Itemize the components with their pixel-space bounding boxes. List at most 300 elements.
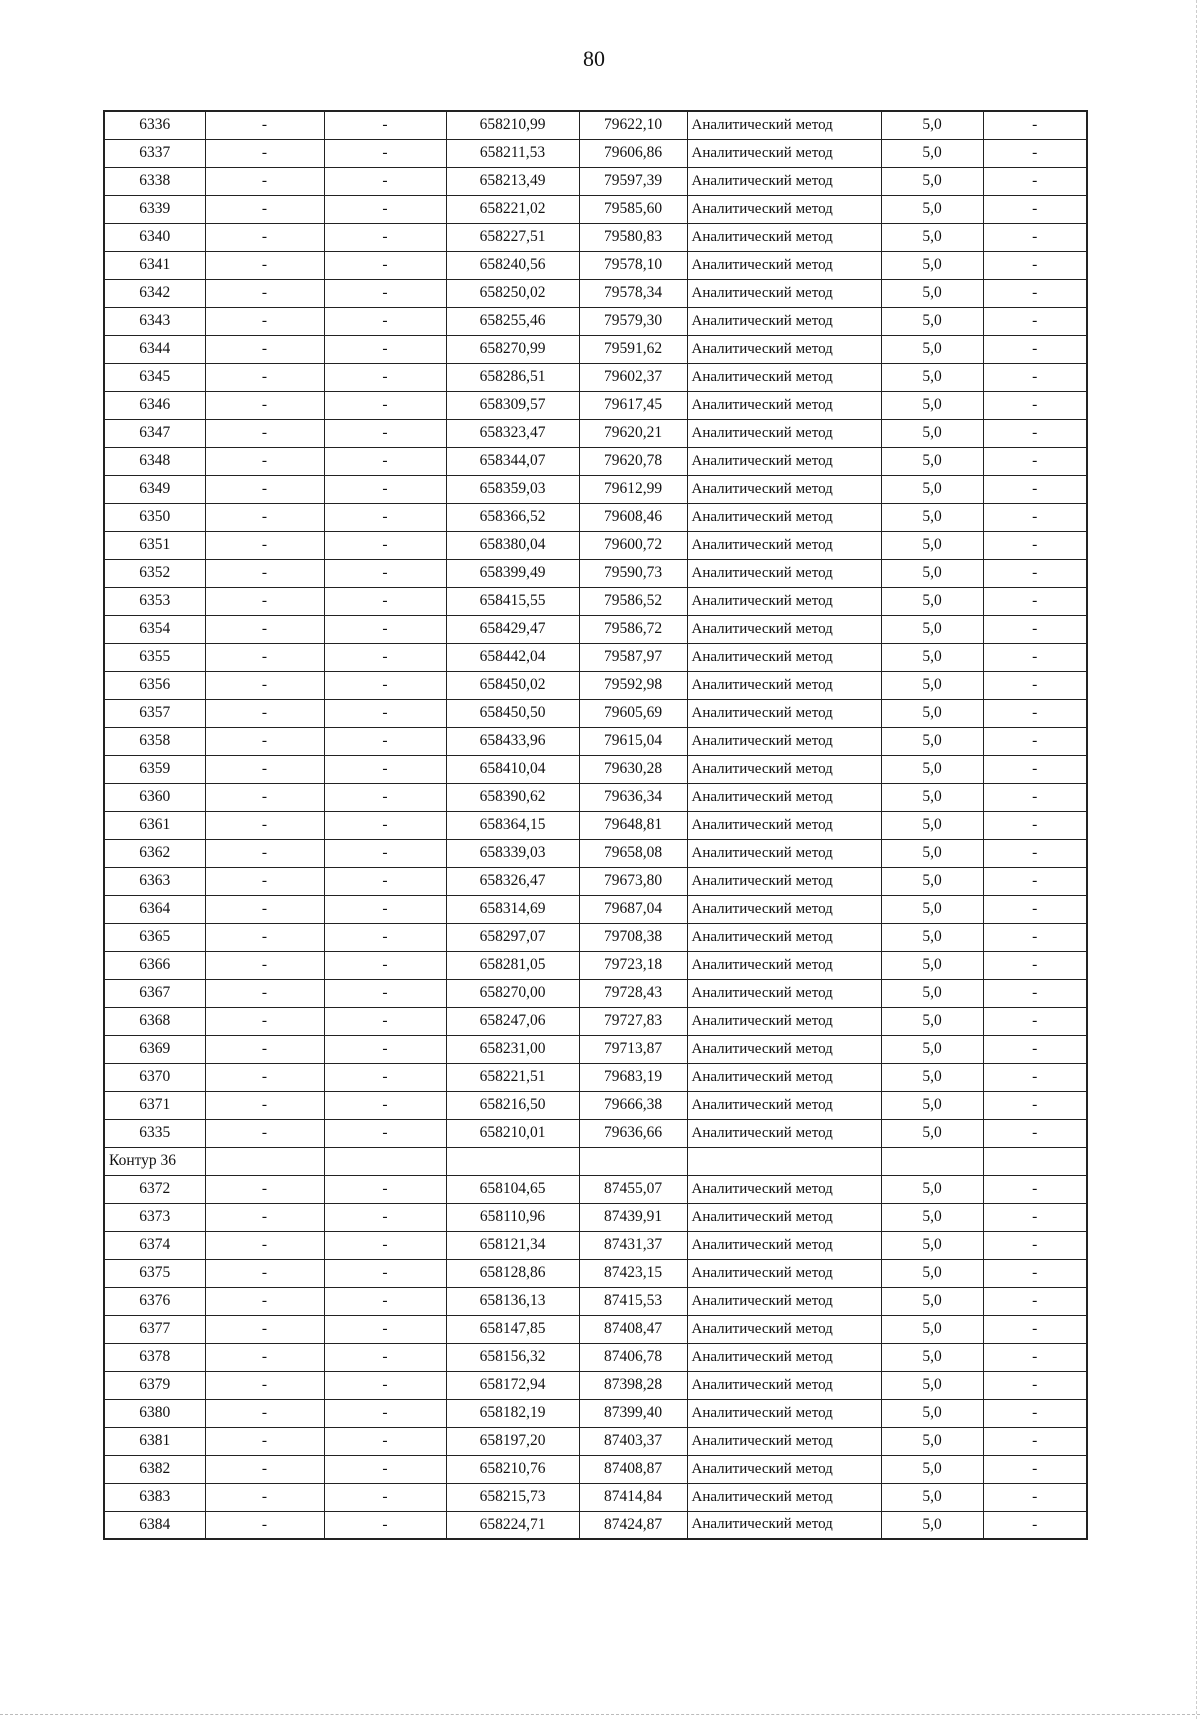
- table-row: [104, 391, 1087, 419]
- accuracy-cell: 5,0: [881, 923, 983, 951]
- dash-cell: -: [983, 1119, 1087, 1147]
- x-coordinate-cell: 658323,47: [446, 419, 579, 447]
- accuracy-cell: 5,0: [881, 1483, 983, 1511]
- dash-cell: -: [983, 1203, 1087, 1231]
- dash-cell: -: [205, 1119, 324, 1147]
- x-coordinate-cell: 658270,99: [446, 335, 579, 363]
- point-number-cell: 6362: [104, 839, 205, 867]
- method-cell: Аналитический метод: [687, 167, 881, 195]
- table-row: [104, 979, 1087, 1007]
- y-coordinate-cell: 79580,83: [579, 223, 687, 251]
- y-coordinate-cell: 79727,83: [579, 1007, 687, 1035]
- dash-cell: -: [324, 1343, 446, 1371]
- dash-cell: -: [983, 727, 1087, 755]
- table-row: [104, 1007, 1087, 1035]
- point-number-cell: 6382: [104, 1455, 205, 1483]
- dash-cell: -: [324, 391, 446, 419]
- x-coordinate-cell: 658210,76: [446, 1455, 579, 1483]
- dash-cell: -: [205, 1203, 324, 1231]
- empty-cell: [205, 1147, 324, 1175]
- table-row: [104, 839, 1087, 867]
- point-number-cell: 6369: [104, 1035, 205, 1063]
- point-number-cell: 6340: [104, 223, 205, 251]
- dash-cell: -: [324, 531, 446, 559]
- dash-cell: -: [983, 839, 1087, 867]
- method-cell: Аналитический метод: [687, 1119, 881, 1147]
- method-cell: Аналитический метод: [687, 1035, 881, 1063]
- dash-cell: -: [205, 783, 324, 811]
- y-coordinate-cell: 79713,87: [579, 1035, 687, 1063]
- point-number-cell: 6384: [104, 1511, 205, 1539]
- x-coordinate-cell: 658344,07: [446, 447, 579, 475]
- dash-cell: -: [983, 1343, 1087, 1371]
- dash-cell: -: [983, 1035, 1087, 1063]
- y-coordinate-cell: 79592,98: [579, 671, 687, 699]
- x-coordinate-cell: 658390,62: [446, 783, 579, 811]
- y-coordinate-cell: 87415,53: [579, 1287, 687, 1315]
- y-coordinate-cell: 79612,99: [579, 475, 687, 503]
- empty-cell: [983, 1147, 1087, 1175]
- table-row: [104, 1231, 1087, 1259]
- accuracy-cell: 5,0: [881, 279, 983, 307]
- method-cell: Аналитический метод: [687, 363, 881, 391]
- dash-cell: -: [324, 671, 446, 699]
- dash-cell: -: [324, 643, 446, 671]
- y-coordinate-cell: 87406,78: [579, 1343, 687, 1371]
- method-cell: Аналитический метод: [687, 503, 881, 531]
- accuracy-cell: 5,0: [881, 1175, 983, 1203]
- scan-bottom-edge: [0, 1714, 1200, 1715]
- dash-cell: -: [205, 1427, 324, 1455]
- accuracy-cell: 5,0: [881, 531, 983, 559]
- y-coordinate-cell: 79666,38: [579, 1091, 687, 1119]
- dash-cell: -: [205, 699, 324, 727]
- method-cell: Аналитический метод: [687, 895, 881, 923]
- dash-cell: -: [205, 1315, 324, 1343]
- dash-cell: -: [324, 1483, 446, 1511]
- method-cell: Аналитический метод: [687, 783, 881, 811]
- point-number-cell: 6363: [104, 867, 205, 895]
- accuracy-cell: 5,0: [881, 1203, 983, 1231]
- y-coordinate-cell: 79683,19: [579, 1063, 687, 1091]
- y-coordinate-cell: 87398,28: [579, 1371, 687, 1399]
- point-number-cell: 6383: [104, 1483, 205, 1511]
- dash-cell: -: [205, 223, 324, 251]
- x-coordinate-cell: 658221,02: [446, 195, 579, 223]
- dash-cell: -: [205, 1287, 324, 1315]
- point-number-cell: 6378: [104, 1343, 205, 1371]
- y-coordinate-cell: 79600,72: [579, 531, 687, 559]
- dash-cell: -: [983, 1287, 1087, 1315]
- dash-cell: -: [324, 1511, 446, 1539]
- y-coordinate-cell: 79630,28: [579, 755, 687, 783]
- point-number-cell: 6374: [104, 1231, 205, 1259]
- dash-cell: -: [983, 111, 1087, 139]
- point-number-cell: 6372: [104, 1175, 205, 1203]
- dash-cell: -: [324, 587, 446, 615]
- method-cell: Аналитический метод: [687, 419, 881, 447]
- dash-cell: -: [324, 335, 446, 363]
- dash-cell: -: [983, 1231, 1087, 1259]
- point-number-cell: 6365: [104, 923, 205, 951]
- point-number-cell: 6346: [104, 391, 205, 419]
- method-cell: Аналитический метод: [687, 1231, 881, 1259]
- dash-cell: -: [983, 279, 1087, 307]
- dash-cell: -: [983, 587, 1087, 615]
- dash-cell: -: [205, 643, 324, 671]
- point-number-cell: 6373: [104, 1203, 205, 1231]
- point-number-cell: 6376: [104, 1287, 205, 1315]
- method-cell: Аналитический метод: [687, 643, 881, 671]
- accuracy-cell: 5,0: [881, 139, 983, 167]
- dash-cell: -: [205, 1455, 324, 1483]
- table-row: [104, 615, 1087, 643]
- point-number-cell: 6339: [104, 195, 205, 223]
- table-row: [104, 1035, 1087, 1063]
- y-coordinate-cell: 79587,97: [579, 643, 687, 671]
- point-number-cell: 6359: [104, 755, 205, 783]
- dash-cell: -: [983, 1399, 1087, 1427]
- accuracy-cell: 5,0: [881, 195, 983, 223]
- x-coordinate-cell: 658211,53: [446, 139, 579, 167]
- table-row: [104, 1175, 1087, 1203]
- dash-cell: -: [205, 895, 324, 923]
- dash-cell: -: [324, 111, 446, 139]
- table-row: [104, 1343, 1087, 1371]
- y-coordinate-cell: 79673,80: [579, 867, 687, 895]
- point-number-cell: 6356: [104, 671, 205, 699]
- method-cell: Аналитический метод: [687, 1175, 881, 1203]
- dash-cell: -: [205, 1511, 324, 1539]
- dash-cell: -: [324, 447, 446, 475]
- dash-cell: -: [324, 363, 446, 391]
- point-number-cell: 6352: [104, 559, 205, 587]
- dash-cell: -: [205, 671, 324, 699]
- point-number-cell: 6345: [104, 363, 205, 391]
- table-row: [104, 755, 1087, 783]
- dash-cell: -: [205, 531, 324, 559]
- y-coordinate-cell: 79615,04: [579, 727, 687, 755]
- x-coordinate-cell: 658172,94: [446, 1371, 579, 1399]
- accuracy-cell: 5,0: [881, 783, 983, 811]
- accuracy-cell: 5,0: [881, 1259, 983, 1287]
- dash-cell: -: [324, 475, 446, 503]
- method-cell: Аналитический метод: [687, 1091, 881, 1119]
- dash-cell: -: [205, 951, 324, 979]
- dash-cell: -: [983, 363, 1087, 391]
- dash-cell: -: [205, 923, 324, 951]
- accuracy-cell: 5,0: [881, 111, 983, 139]
- dash-cell: -: [983, 923, 1087, 951]
- empty-cell: [881, 1147, 983, 1175]
- x-coordinate-cell: 658281,05: [446, 951, 579, 979]
- table-row: [104, 951, 1087, 979]
- x-coordinate-cell: 658182,19: [446, 1399, 579, 1427]
- table-row: [104, 1091, 1087, 1119]
- x-coordinate-cell: 658250,02: [446, 279, 579, 307]
- method-cell: Аналитический метод: [687, 979, 881, 1007]
- point-number-cell: 6354: [104, 615, 205, 643]
- accuracy-cell: 5,0: [881, 1091, 983, 1119]
- empty-cell: [579, 1147, 687, 1175]
- dash-cell: -: [205, 279, 324, 307]
- y-coordinate-cell: 79597,39: [579, 167, 687, 195]
- method-cell: Аналитический метод: [687, 251, 881, 279]
- x-coordinate-cell: 658216,50: [446, 1091, 579, 1119]
- method-cell: Аналитический метод: [687, 531, 881, 559]
- dash-cell: -: [205, 503, 324, 531]
- point-number-cell: 6349: [104, 475, 205, 503]
- table-row: [104, 1483, 1087, 1511]
- dash-cell: -: [205, 139, 324, 167]
- method-cell: Аналитический метод: [687, 587, 881, 615]
- dash-cell: -: [983, 391, 1087, 419]
- y-coordinate-cell: 87408,87: [579, 1455, 687, 1483]
- accuracy-cell: 5,0: [881, 1455, 983, 1483]
- dash-cell: -: [324, 251, 446, 279]
- table-row: [104, 1203, 1087, 1231]
- table-row: [104, 1455, 1087, 1483]
- x-coordinate-cell: 658210,99: [446, 111, 579, 139]
- point-number-cell: 6377: [104, 1315, 205, 1343]
- dash-cell: -: [324, 923, 446, 951]
- table-row: [104, 783, 1087, 811]
- empty-cell: [324, 1147, 446, 1175]
- y-coordinate-cell: 79579,30: [579, 307, 687, 335]
- dash-cell: -: [324, 1119, 446, 1147]
- point-number-cell: 6355: [104, 643, 205, 671]
- dash-cell: -: [324, 811, 446, 839]
- table-row: [104, 1371, 1087, 1399]
- point-number-cell: 6370: [104, 1063, 205, 1091]
- table-row: [104, 307, 1087, 335]
- accuracy-cell: 5,0: [881, 1315, 983, 1343]
- empty-cell: [687, 1147, 881, 1175]
- method-cell: Аналитический метод: [687, 279, 881, 307]
- table-row: [104, 1119, 1087, 1147]
- y-coordinate-cell: 79617,45: [579, 391, 687, 419]
- table-row: [104, 727, 1087, 755]
- dash-cell: -: [324, 1371, 446, 1399]
- method-cell: Аналитический метод: [687, 867, 881, 895]
- x-coordinate-cell: 658410,04: [446, 755, 579, 783]
- point-number-cell: 6358: [104, 727, 205, 755]
- y-coordinate-cell: 79620,21: [579, 419, 687, 447]
- x-coordinate-cell: 658415,55: [446, 587, 579, 615]
- x-coordinate-cell: 658364,15: [446, 811, 579, 839]
- x-coordinate-cell: 658286,51: [446, 363, 579, 391]
- accuracy-cell: 5,0: [881, 419, 983, 447]
- dash-cell: -: [983, 615, 1087, 643]
- dash-cell: -: [983, 419, 1087, 447]
- dash-cell: -: [983, 335, 1087, 363]
- dash-cell: -: [324, 1091, 446, 1119]
- dash-cell: -: [205, 727, 324, 755]
- table-row: [104, 559, 1087, 587]
- dash-cell: -: [983, 1511, 1087, 1539]
- table-row: [104, 1427, 1087, 1455]
- dash-cell: -: [324, 503, 446, 531]
- dash-cell: -: [983, 559, 1087, 587]
- dash-cell: -: [205, 1035, 324, 1063]
- dash-cell: -: [983, 1175, 1087, 1203]
- accuracy-cell: 5,0: [881, 811, 983, 839]
- table-row: [104, 447, 1087, 475]
- accuracy-cell: 5,0: [881, 1035, 983, 1063]
- x-coordinate-cell: 658121,34: [446, 1231, 579, 1259]
- dash-cell: -: [983, 1483, 1087, 1511]
- point-number-cell: 6367: [104, 979, 205, 1007]
- y-coordinate-cell: 79658,08: [579, 839, 687, 867]
- x-coordinate-cell: 658450,50: [446, 699, 579, 727]
- x-coordinate-cell: 658314,69: [446, 895, 579, 923]
- dash-cell: -: [324, 1315, 446, 1343]
- y-coordinate-cell: 79648,81: [579, 811, 687, 839]
- table-row: [104, 223, 1087, 251]
- dash-cell: -: [205, 1091, 324, 1119]
- dash-cell: -: [205, 251, 324, 279]
- dash-cell: -: [205, 867, 324, 895]
- accuracy-cell: 5,0: [881, 447, 983, 475]
- x-coordinate-cell: 658210,01: [446, 1119, 579, 1147]
- y-coordinate-cell: 87408,47: [579, 1315, 687, 1343]
- scan-right-edge: [1196, 0, 1197, 1719]
- point-number-cell: 6379: [104, 1371, 205, 1399]
- dash-cell: -: [983, 195, 1087, 223]
- y-coordinate-cell: 79602,37: [579, 363, 687, 391]
- y-coordinate-cell: 79622,10: [579, 111, 687, 139]
- accuracy-cell: 5,0: [881, 1287, 983, 1315]
- dash-cell: -: [324, 895, 446, 923]
- method-cell: Аналитический метод: [687, 335, 881, 363]
- table-row: [104, 811, 1087, 839]
- point-number-cell: 6353: [104, 587, 205, 615]
- dash-cell: -: [324, 867, 446, 895]
- accuracy-cell: 5,0: [881, 223, 983, 251]
- dash-cell: -: [205, 755, 324, 783]
- contour-label: Контур 36: [104, 1147, 205, 1175]
- dash-cell: -: [983, 783, 1087, 811]
- x-coordinate-cell: 658359,03: [446, 475, 579, 503]
- y-coordinate-cell: 79608,46: [579, 503, 687, 531]
- dash-cell: -: [324, 139, 446, 167]
- accuracy-cell: 5,0: [881, 867, 983, 895]
- y-coordinate-cell: 79636,34: [579, 783, 687, 811]
- dash-cell: -: [324, 1259, 446, 1287]
- method-cell: Аналитический метод: [687, 447, 881, 475]
- x-coordinate-cell: 658309,57: [446, 391, 579, 419]
- method-cell: Аналитический метод: [687, 1007, 881, 1035]
- method-cell: Аналитический метод: [687, 559, 881, 587]
- x-coordinate-cell: 658156,32: [446, 1343, 579, 1371]
- dash-cell: -: [983, 1371, 1087, 1399]
- dash-cell: -: [324, 559, 446, 587]
- point-number-cell: 6364: [104, 895, 205, 923]
- table-row: [104, 643, 1087, 671]
- method-cell: Аналитический метод: [687, 755, 881, 783]
- dash-cell: -: [983, 167, 1087, 195]
- method-cell: Аналитический метод: [687, 1371, 881, 1399]
- point-number-cell: 6343: [104, 307, 205, 335]
- accuracy-cell: 5,0: [881, 167, 983, 195]
- method-cell: Аналитический метод: [687, 1063, 881, 1091]
- dash-cell: -: [983, 1007, 1087, 1035]
- dash-cell: -: [983, 811, 1087, 839]
- dash-cell: -: [324, 1455, 446, 1483]
- dash-cell: -: [205, 363, 324, 391]
- method-cell: Аналитический метод: [687, 1455, 881, 1483]
- accuracy-cell: 5,0: [881, 1399, 983, 1427]
- accuracy-cell: 5,0: [881, 1063, 983, 1091]
- table-row: [104, 1287, 1087, 1315]
- x-coordinate-cell: 658297,07: [446, 923, 579, 951]
- dash-cell: -: [324, 223, 446, 251]
- x-coordinate-cell: 658197,20: [446, 1427, 579, 1455]
- dash-cell: -: [983, 139, 1087, 167]
- accuracy-cell: 5,0: [881, 895, 983, 923]
- table-row: [104, 671, 1087, 699]
- dash-cell: -: [983, 979, 1087, 1007]
- point-number-cell: 6335: [104, 1119, 205, 1147]
- dash-cell: -: [324, 167, 446, 195]
- method-cell: Аналитический метод: [687, 671, 881, 699]
- dash-cell: -: [324, 783, 446, 811]
- table-row: [104, 1399, 1087, 1427]
- dash-cell: -: [205, 839, 324, 867]
- y-coordinate-cell: 79606,86: [579, 139, 687, 167]
- contour-header-row: [104, 1147, 1087, 1175]
- accuracy-cell: 5,0: [881, 335, 983, 363]
- point-number-cell: 6357: [104, 699, 205, 727]
- x-coordinate-cell: 658270,00: [446, 979, 579, 1007]
- dash-cell: -: [324, 951, 446, 979]
- dash-cell: -: [983, 251, 1087, 279]
- accuracy-cell: 5,0: [881, 475, 983, 503]
- method-cell: Аналитический метод: [687, 1315, 881, 1343]
- table-row: [104, 195, 1087, 223]
- table-row: [104, 419, 1087, 447]
- y-coordinate-cell: 87431,37: [579, 1231, 687, 1259]
- point-number-cell: 6338: [104, 167, 205, 195]
- accuracy-cell: 5,0: [881, 1427, 983, 1455]
- x-coordinate-cell: 658136,13: [446, 1287, 579, 1315]
- dash-cell: -: [205, 1483, 324, 1511]
- dash-cell: -: [983, 531, 1087, 559]
- x-coordinate-cell: 658147,85: [446, 1315, 579, 1343]
- method-cell: Аналитический метод: [687, 391, 881, 419]
- dash-cell: -: [324, 307, 446, 335]
- x-coordinate-cell: 658221,51: [446, 1063, 579, 1091]
- dash-cell: -: [983, 307, 1087, 335]
- dash-cell: -: [983, 671, 1087, 699]
- table-row: [104, 111, 1087, 139]
- y-coordinate-cell: 79586,52: [579, 587, 687, 615]
- x-coordinate-cell: 658110,96: [446, 1203, 579, 1231]
- accuracy-cell: 5,0: [881, 643, 983, 671]
- method-cell: Аналитический метод: [687, 811, 881, 839]
- table-body: [104, 111, 1087, 1539]
- dash-cell: -: [983, 951, 1087, 979]
- dash-cell: -: [205, 419, 324, 447]
- point-number-cell: 6375: [104, 1259, 205, 1287]
- x-coordinate-cell: 658227,51: [446, 223, 579, 251]
- table-row: [104, 139, 1087, 167]
- method-cell: Аналитический метод: [687, 727, 881, 755]
- dash-cell: -: [324, 699, 446, 727]
- point-number-cell: 6348: [104, 447, 205, 475]
- y-coordinate-cell: 79590,73: [579, 559, 687, 587]
- x-coordinate-cell: 658104,65: [446, 1175, 579, 1203]
